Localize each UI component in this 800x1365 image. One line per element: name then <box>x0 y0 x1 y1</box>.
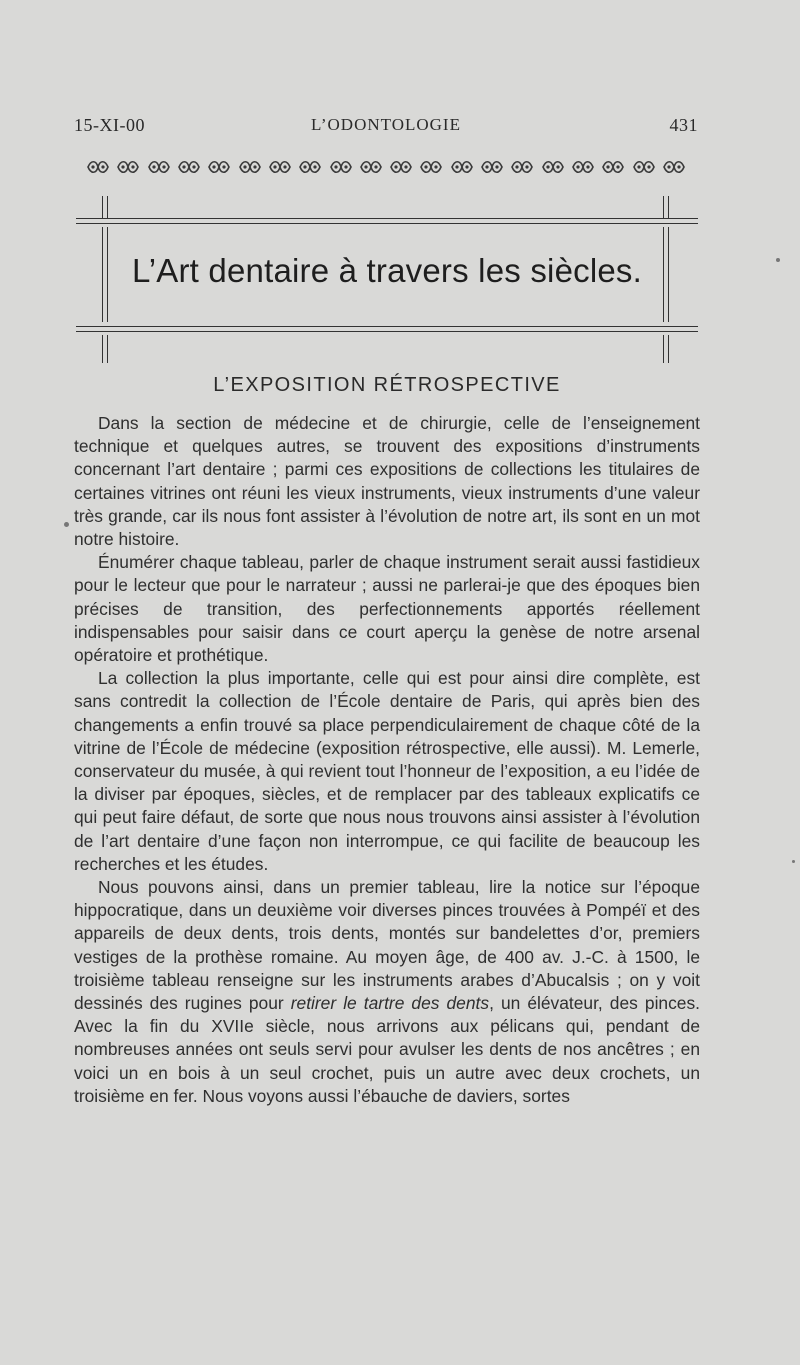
knot-ornament-icon <box>177 159 201 175</box>
knot-ornament-icon <box>116 159 140 175</box>
knot-ornament-icon <box>268 159 292 175</box>
paragraph-text: , un élévateur, des pinces. Avec la fin du XVIIe siècle, nous arrivons aux pélicans qui, pendant de nombreuses années ont seuls servi pour avulser les dents de nos ancêtres ; en voici un en bois à un seul crochet, puis un autre avec deux crochets, un troisième en fer. Nous voyons aussi l’ébauche de daviers, sortes <box>74 993 700 1106</box>
knot-ornament-icon <box>389 159 413 175</box>
knot-ornament-icon <box>632 159 656 175</box>
knot-ornament-icon <box>571 159 595 175</box>
frame-post <box>668 227 669 322</box>
paragraph-text: Nous pouvons ainsi, dans un premier tableau, lire la notice sur l’époque hippocratique, dans un deuxième voir diverses pinces trouvées à Pompéï et des appareils de deux dents, trois dents, montés sur bandelettes d’or, premiers vestiges de la prothèse romaine. Au moyen âge, de 400 av. J.-C. à 1500, le troisième tableau renseigne sur les instruments arabes d’Abucalsis ; on y voit dessinés des rugines pour <box>74 877 700 1014</box>
paragraph: Énumérer chaque tableau, parler de chaque instrument serait aussi fastidieux pour le lecteur que pour le narrateur ; aussi ne parlerai-je que des époques bien précises de transition, des perfectionnements apportés réellement indispensables pour saisir dans ce court aperçu la genèse de notre arsenal opératoire et prothétique. <box>74 552 700 666</box>
frame-post <box>107 335 108 363</box>
frame-rule-top <box>76 218 698 219</box>
frame-post <box>668 196 669 218</box>
frame-post <box>663 196 664 218</box>
knot-ornament-icon <box>480 159 504 175</box>
frame-post <box>102 335 103 363</box>
knot-ornament-icon <box>510 159 534 175</box>
frame-post <box>663 335 664 363</box>
frame-post <box>668 335 669 363</box>
knot-ornament-icon <box>298 159 322 175</box>
page-number: 431 <box>669 115 698 135</box>
italic-phrase: retirer le tartre des dents <box>290 993 490 1014</box>
paragraph: Dans la section de médecine et de chirurgie, celle de l’enseignement technique et quelques autres, se trouvent des expositions d’instruments concernant l’art dentaire ; parmi ces expositions de collections les titulaires de certaines vitrines ont réuni les vieux instruments, vieux instruments d’une valeur très grande, car ils nous font assister à l’évolution de notre art, ils sont en un mot notre histoire. <box>74 413 700 550</box>
header-date: 15-XI-00 <box>74 115 145 135</box>
frame-rule-bottom <box>76 331 698 332</box>
paragraph: La collection la plus importante, celle qui est pour ainsi dire complète, est sans contredit la collection de l’École dentaire de Paris, qui après bien des changements a enfin trouvé sa place perpendiculairement de chaque côté de la vitrine de l’École de médecine (exposition rétrospective, elle aussi). M. Lemerle, conservateur du musée, à qui revient tout l’honneur de l’exposition, a eu l’idée de la diviser par époques, siècles, et de remplacer par des tableaux explicatifs ce qui peut faire défaut, de sorte que nous nous trouvons ainsi assister à l’évolution de l’art dentaire d’une façon non interrompue, ce qui facilite de beaucoup les recherches et les études. <box>74 668 700 874</box>
knot-ornament-icon <box>601 159 625 175</box>
ink-speck <box>776 258 780 262</box>
knot-ornament-icon <box>450 159 474 175</box>
frame-rule-bottom-inner <box>76 326 698 327</box>
title-frame <box>76 196 698 366</box>
frame-post <box>102 196 103 218</box>
ornament-band <box>86 156 686 178</box>
running-head <box>74 115 698 139</box>
knot-ornament-icon <box>662 159 686 175</box>
knot-ornament-icon <box>147 159 171 175</box>
frame-rule-top-inner <box>76 223 698 224</box>
knot-ornament-icon <box>329 159 353 175</box>
frame-post <box>107 196 108 218</box>
header-journal-title: L’ODONTOLOGIE <box>311 115 461 134</box>
knot-ornament-icon <box>541 159 565 175</box>
article-title: L’Art dentaire à travers les siècles. <box>132 252 642 289</box>
knot-ornament-icon <box>419 159 443 175</box>
knot-ornament-icon <box>207 159 231 175</box>
ink-speck <box>792 860 795 863</box>
paragraph <box>74 876 700 1108</box>
section-heading: L’EXPOSITION RÉTROSPECTIVE <box>213 374 561 396</box>
frame-post <box>102 227 103 322</box>
article-body <box>74 412 700 1108</box>
knot-ornament-icon <box>86 159 110 175</box>
ink-speck <box>64 522 69 527</box>
knot-ornament-icon <box>359 159 383 175</box>
knot-ornament-icon <box>238 159 262 175</box>
